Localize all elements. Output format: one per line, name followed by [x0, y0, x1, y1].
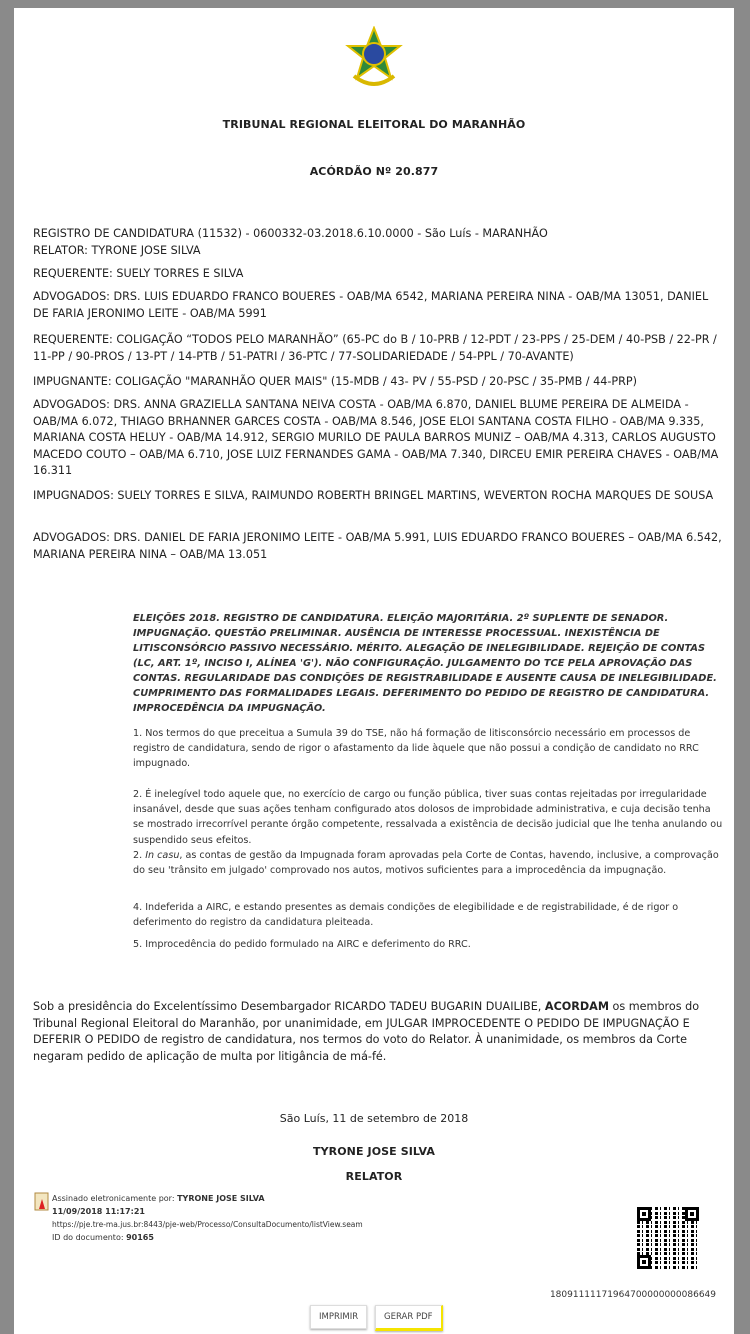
decision-paragraph — [33, 999, 723, 1065]
case-registry: REGISTRO DE CANDIDATURA (11532) - 0600332-03.2018.6.10.0000 - São Luís - MARANHÃO — [33, 227, 548, 240]
verification-url[interactable]: https://pje.tre-ma.jus.br:8443/pje-web/Processo/ConsultaDocumento/listView.seam — [52, 1220, 363, 1229]
applicant: REQUERENTE: SUELY TORRES E SILVA — [33, 267, 244, 280]
decision-text: Sob a presidência do Excelentíssimo Desembargador RICARDO TADEU BUGARIN DUAILIBE, — [33, 1000, 545, 1013]
qr-finder — [637, 1207, 651, 1221]
item-text: , as contas de gestão da Impugnada foram aprovadas pela Corte de Contas, havendo, inclusive, a comprovação do seu 'trânsito em julgado' comprovado nos autos, motivos suficientes para a improcedência da impugnação. — [133, 850, 719, 877]
item-number: 2. — [133, 850, 146, 861]
document-id-label: ID do documento: — [52, 1233, 127, 1242]
ementa-item-3 — [133, 848, 723, 878]
rapporteur: RELATOR: TYRONE JOSE SILVA — [33, 244, 201, 257]
applicant-lawyers: ADVOGADOS: DRS. LUIS EDUARDO FRANCO BOUERES - OAB/MA 6542, MARIANA PEREIRA NINA - OAB/MA 13051, DANIEL DE FARIA JERONIMO LEITE - OAB/MA 5991 — [33, 290, 709, 320]
signature-label: Assinado eletronicamente por: — [52, 1194, 178, 1203]
place-date: São Luís, 11 de setembro de 2018 — [279, 1112, 469, 1125]
generate-pdf-button[interactable]: GERAR PDF — [375, 1305, 443, 1331]
challenger-lawyers: ADVOGADOS: DRS. ANNA GRAZIELLA SANTANA NEIVA COSTA - OAB/MA 6.870, DANIEL BLUME PEREIRA DE ALMEIDA - OAB/MA 6.072, THIAGO BRHANNER GARCES COSTA - OAB/MA 8.546, JOSE ELOI SANTANA COSTA FILHO - OAB/MA 9.335, MARIANA COSTA HELUY - OAB/MA 14.912, SERGIO MURILO DE PAULA BARROS MUNIZ – OAB/MA 4.313, CARLOS AUGUSTO MACEDO COUTO – OAB/MA 6.710, JOSE LUIZ FERNANDES GAMA - OAB/MA 7.340, DIRCEU EMIR PEREIRA CHAVES - OAB/MA 16.311 — [33, 398, 719, 477]
ementa-item-5: 5. Improcedência do pedido formulado na AIRC e deferimento do RRC. — [133, 939, 471, 950]
applicant-coalition: REQUERENTE: COLIGAÇÃO “TODOS PELO MARANHÃO” (65-PC do B / 10-PRB / 12-PDT / 23-PPS / 25-DEM / 40-PSB / 22-PR / 11-PP / 90-PROS / 13-PT / 14-PTB / 51-PATRI / 36-PTC / 77-SOLIDARIEDADE / 54-PPL / 70-AVANTE) — [33, 333, 717, 363]
document-title: ACÓRDÃO Nº 20.877 — [309, 165, 439, 178]
court-name: TRIBUNAL REGIONAL ELEITORAL DO MARANHÃO — [222, 118, 526, 131]
ementa-item-4: 4. Indeferida a AIRC, e estando presentes as demais condições de elegibilidade e de registrabilidade, é de rigor o deferimento do registro da candidatura pleiteada. — [133, 902, 679, 929]
acordam: ACORDAM — [544, 1000, 609, 1013]
barcode-number: 18091111171964700000000086649 — [549, 1290, 716, 1300]
signature-datetime: 11/09/2018 11:17:21 — [52, 1207, 145, 1216]
qr-finder — [685, 1207, 699, 1221]
ementa-item-1: 1. Nos termos do que preceitua a Sumula 39 do TSE, não há formação de litisconsórcio necessário em processos de registro de candidatura, sendo de rigor o afastamento da lide àquele que não possui a condição de candidato no RRC impugnado. — [133, 728, 699, 770]
signed-document-icon — [34, 1192, 50, 1212]
signer-role: RELATOR — [345, 1170, 403, 1183]
document-id-value: 90165 — [126, 1233, 154, 1242]
in-casu: In casu — [145, 850, 180, 861]
decision-text: os membros do Tribunal Regional Eleitoral do Maranhão, por unanimidade, em JULGAR IMPROCEDENTE O PEDIDO DE IMPUGNAÇÃO E DEFERIR O PEDIDO de registro de candidatura, nos termos do voto do Relator. À unanimidade, os membros da Corte negaram pedido de aplicação de multa por litigância de má-fé. — [33, 1000, 700, 1063]
document-id — [52, 1233, 154, 1242]
challenged-parties: IMPUGNADOS: SUELY TORRES E SILVA, RAIMUNDO ROBERTH BRINGEL MARTINS, WEVERTON ROCHA MARQUES DE SOUSA — [33, 489, 714, 502]
challenged-lawyers: ADVOGADOS: DRS. DANIEL DE FARIA JERONIMO LEITE - OAB/MA 5.991, LUIS EDUARDO FRANCO BOUERES – OAB/MA 6.542, MARIANA PEREIRA NINA – OAB/MA 13.051 — [33, 531, 722, 561]
challenger: IMPUGNANTE: COLIGAÇÃO "MARANHÃO QUER MAIS" (15-MDB / 43- PV / 55-PSD / 20-PSC / 35-PMB / 44-PRP) — [33, 375, 638, 388]
document-page — [14, 8, 734, 1334]
ementa-item-2: 2. É inelegível todo aquele que, no exercício de cargo ou função pública, tiver suas contas rejeitadas por irregularidade insanável, desde que suas ações tenham configurado atos dolosos de improbidade administrativa, e cuja decisão tenha se mostrado irrecorrível perante órgão competente, ressalvada a existência de decisão judicial que lhe tenha anulando ou suspendido seus efeitos. — [133, 789, 723, 846]
signature-signer: TYRONE JOSE SILVA — [177, 1194, 265, 1203]
qr-finder — [637, 1255, 651, 1269]
brasil-coat-of-arms-icon — [344, 26, 404, 90]
signature-line — [52, 1194, 265, 1203]
ementa-summary: ELEIÇÕES 2018. REGISTRO DE CANDIDATURA. ELEIÇÃO MAJORITÁRIA. 2º SUPLENTE DE SENADOR. IMPUGNAÇÃO. QUESTÃO PRELIMINAR. AUSÊNCIA DE INTERESSE PROCESSUAL. INEXISTÊNCIA DE LITISCONSÓRCIO PASSIVO NECESSÁRIO. MÉRITO. ALEGAÇÃO DE INELEGIBILIDADE. REJEIÇÃO DE CONTAS (LC, ART. 1º, INCISO I, ALÍNEA 'G'). NÃO CONFIGURAÇÃO. JULGAMENTO DO TCE PELA APROVAÇÃO DAS CONTAS. REGULARIDADE DAS CONDIÇÕES DE REGISTRABILIDADE E AUSENTE CAUSA DE INELEGIBILIDADE. CUMPRIMENTO DAS FORMALIDADES LEGAIS. DEFERIMENTO DO PEDIDO DE REGISTRO DE CANDIDATURA. IMPROCEDÊNCIA DA IMPUGNAÇÃO. — [133, 613, 717, 714]
print-button[interactable]: IMPRIMIR — [310, 1305, 367, 1329]
signer-name: TYRONE JOSE SILVA — [312, 1145, 436, 1158]
